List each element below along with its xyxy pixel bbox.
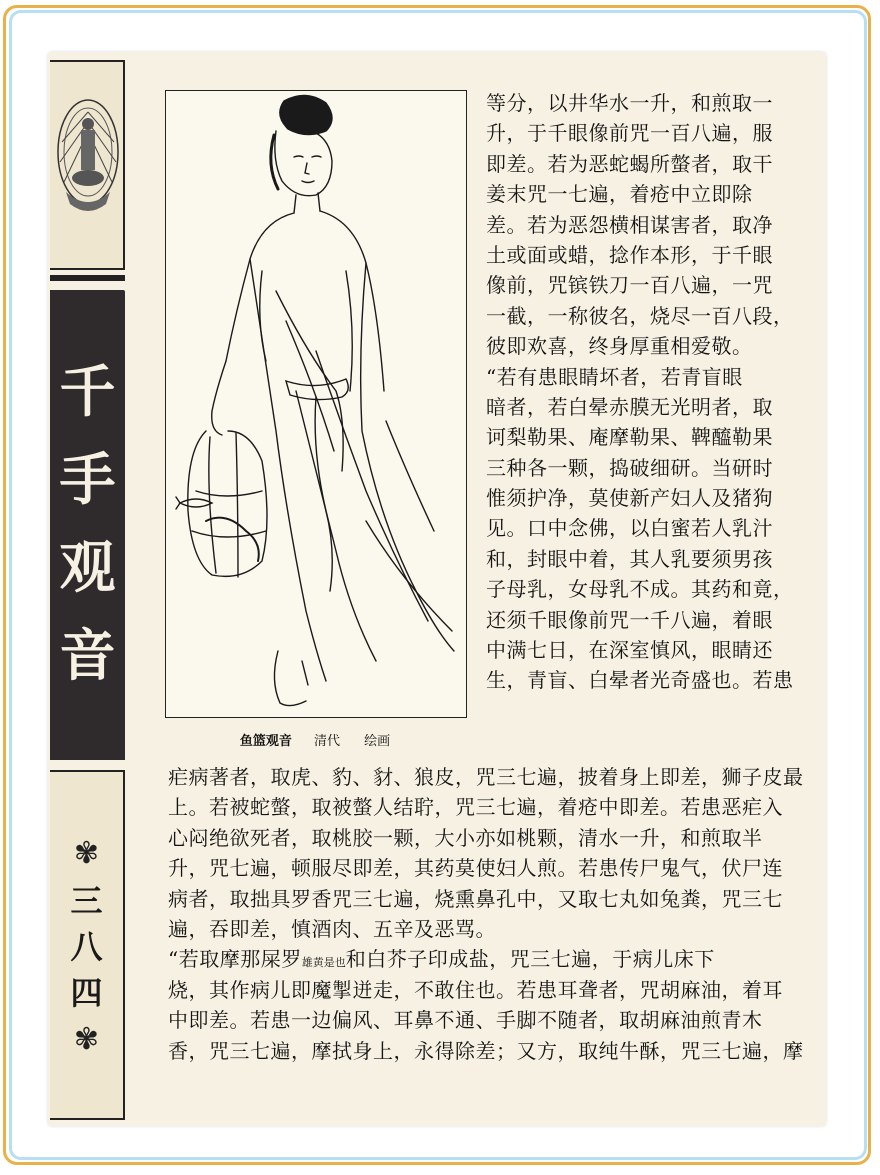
page-number-char: 八 [70, 928, 103, 966]
page-number-box [50, 770, 125, 1120]
text-line: 土或面或蜡，捻作本形，于千眼 [486, 242, 773, 267]
illustration-caption [170, 730, 460, 749]
caption-type: 绘画 [364, 734, 391, 749]
text-line: 上。若被蛇螫，取被螫人结聍，咒三七遍，着疮中即差。若患恶疟入 [168, 795, 783, 820]
page-number-char: 三 [70, 882, 103, 920]
flower-ornament-icon: ✾ [73, 836, 100, 871]
text-line: 心闷绝欲死者，取桃胶一颗，大小亦如桃颗，清水一升，和煎取半 [168, 825, 763, 850]
text-line: 生，青盲、白晕者光奇盛也。若患 [486, 668, 794, 693]
inline-annotation: 雄黄是也 [301, 956, 346, 970]
text-line: 像前，咒镔铁刀一百八遍，一咒 [486, 273, 773, 298]
text-line: 遍，吞即差，慎酒肉、五辛及恶骂。 [168, 916, 496, 941]
sidebar-divider [50, 275, 125, 281]
guanyin-emblem-icon [50, 62, 123, 268]
text-column-wide [168, 762, 804, 1066]
text-line: 惟须护净，莫使新产妇人及猪狗 [486, 486, 773, 511]
text-line: 一截，一称彼名，烧尽一百八段， [486, 303, 794, 328]
title-char: 音 [59, 624, 116, 689]
text-line: 见。口中念佛，以白蜜若人乳汁 [486, 516, 773, 541]
text-line-with-note [168, 944, 804, 974]
text-line: 差。若为恶怨横相谋害者，取净 [486, 212, 773, 237]
caption-title: 鱼篮观音 [239, 734, 292, 749]
title-char: 千 [59, 360, 116, 425]
text-line: 子母乳，女母乳不成。其药和竟， [486, 577, 794, 602]
text-line: 升，于千眼像前咒一百八遍，服 [486, 121, 773, 146]
text-line: 升，咒七遍，顿服尽即差，其药莫使妇人煎。若患传尸鬼气，伏尸连 [168, 856, 783, 881]
text-line: 烧，其作病儿即魔掣迸走，不敢住也。若患耳聋者，咒胡麻油，着耳 [168, 977, 783, 1002]
caption-dynasty: 清代 [313, 734, 340, 749]
text-line: 姜末咒一七遍，着疮中立即除 [486, 182, 753, 207]
text-line: 彼即欢喜，终身厚重相爱敬。 [486, 334, 753, 359]
text-line: 三种各一颗，捣破细研。当研时 [486, 455, 773, 480]
paragraph-continue: 和白芥子印成盐，咒三七遍，于病儿床下 [345, 947, 715, 972]
text-line: 香，咒三七遍，摩拭身上，永得除差；又方，取纯牛酥，咒三七遍，摩 [168, 1038, 804, 1063]
text-line: 等分，以井华水一升，和煎取一 [486, 91, 773, 115]
text-line: 中满七日，在深室慎风，眼睛还 [486, 638, 773, 663]
title-char: 观 [59, 536, 116, 601]
sidebar-emblem-box [50, 60, 125, 270]
text-line: 即差。若为恶蛇蝎所螫者，取干 [486, 151, 773, 176]
text-line: 和，封眼中着，其人乳要须男孩 [486, 546, 773, 571]
paragraph-start: “若取摩那屎罗 [168, 947, 302, 972]
text-line: 还须千眼像前咒一千八遍，着眼 [486, 607, 773, 632]
text-line: 病者，取拙具罗香咒三七遍，烧熏鼻孔中，又取七丸如兔粪，咒三七 [168, 886, 783, 911]
text-line: 中即差。若患一边偏风、耳鼻不通、手脚不随者，取胡麻油煎青木 [168, 1008, 763, 1033]
text-line: 疟病著者，取虎、豹、豺、狼皮，咒三七遍，披着身上即差，狮子皮最 [168, 765, 804, 789]
text-line: 暗者，若白晕赤膜无光明者，取 [486, 394, 773, 419]
text-column-right [486, 88, 794, 696]
text-line: “若有患眼睛坏者，若青盲眼 [486, 364, 743, 389]
title-char: 手 [59, 448, 116, 513]
illustration-frame [165, 90, 467, 718]
text-line: 诃梨勒果、庵摩勒果、鞞醯勒果 [486, 425, 773, 450]
page-number-char: 四 [70, 974, 103, 1012]
fish-basket-guanyin-drawing [166, 91, 465, 716]
sidebar-title [50, 290, 125, 760]
flower-ornament-icon: ✾ [73, 1022, 100, 1057]
